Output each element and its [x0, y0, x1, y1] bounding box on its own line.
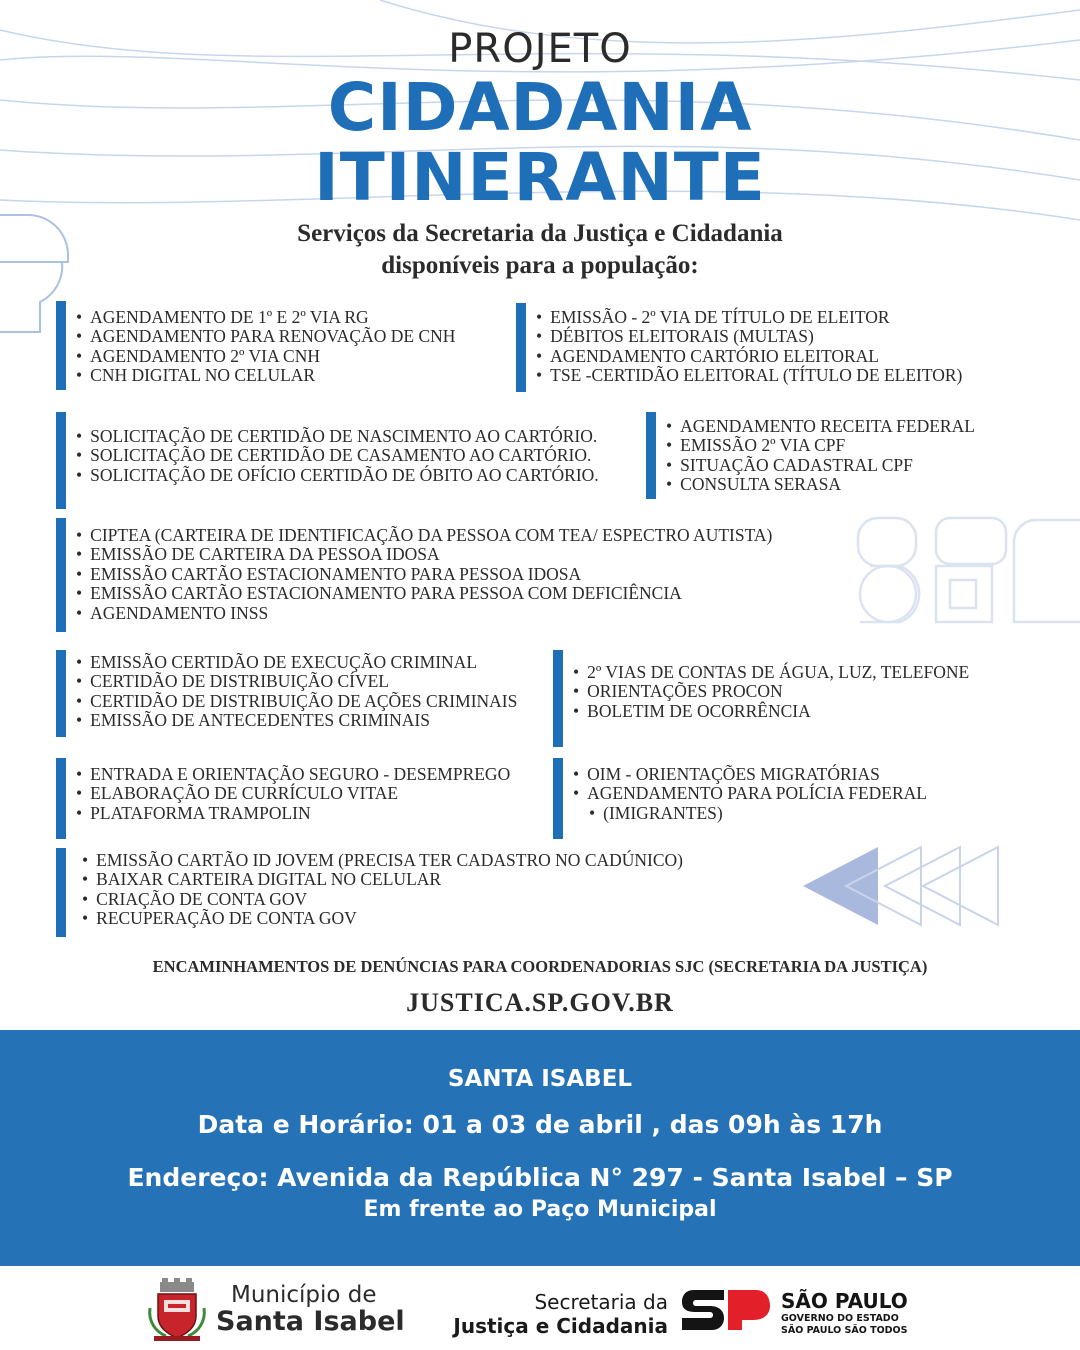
sp-gov-line-2: GOVERNO DO ESTADO	[781, 1313, 899, 1324]
services-block-electoral	[516, 303, 962, 392]
list-item: • OIM - ORIENTAÇÕES MIGRATÓRIAS	[573, 765, 927, 784]
list-item: • TSE -CERTIDÃO ELEITORAL (TÍTULO DE ELEITOR)	[536, 366, 962, 385]
logos-bar	[0, 1266, 1080, 1350]
sp-gov-line-1: SÃO PAULO	[781, 1289, 908, 1313]
list-item: • SITUAÇÃO CADASTRAL CPF	[666, 456, 975, 475]
list-item: • AGENDAMENTO INSS	[76, 604, 772, 623]
list-item: • SOLICITAÇÃO DE CERTIDÃO DE NASCIMENTO AO CARTÓRIO.	[76, 427, 599, 446]
list-item: • CRIAÇÃO DE CONTA GOV	[82, 890, 683, 909]
list-item: • 2º VIAS DE CONTAS DE ÁGUA, LUZ, TELEFONE	[573, 663, 969, 682]
secretaria-logo-line-2: Justiça e Cidadania	[453, 1314, 668, 1338]
list-item: • ENTRADA E ORIENTAÇÃO SEGURO - DESEMPREGO	[76, 765, 510, 784]
list-item: • CIPTEA (CARTEIRA DE IDENTIFICAÇÃO DA PESSOA COM TEA/ ESPECTRO AUTISTA)	[76, 526, 772, 545]
subtitle-line-2: disponíveis para a população:	[381, 252, 699, 279]
event-date: Data e Horário: 01 a 03 de abril , das 09h às 17h	[197, 1110, 883, 1139]
list-item: • ELABORAÇÃO DE CURRÍCULO VITAE	[76, 784, 510, 803]
municipio-logo-line-2: Santa Isabel	[216, 1306, 405, 1337]
santa-isabel-coat-of-arms-icon	[146, 1278, 208, 1342]
list-item: • CNH DIGITAL NO CELULAR	[76, 366, 455, 385]
subtitle	[0, 218, 1080, 282]
list-item: • EMISSÃO CERTIDÃO DE EXECUÇÃO CRIMINAL	[76, 653, 517, 672]
list-item: • AGENDAMENTO DE 1º E 2º VIA RG	[76, 308, 455, 327]
list-item: • SOLICITAÇÃO DE CERTIDÃO DE CASAMENTO AO CARTÓRIO.	[76, 446, 599, 465]
list-item: • AGENDAMENTO PARA RENOVAÇÃO DE CNH	[76, 327, 455, 346]
list-item: • EMISSÃO DE ANTECEDENTES CRIMINAIS	[76, 711, 517, 730]
list-item: • CERTIDÃO DE DISTRIBUIÇÃO CÍVEL	[76, 672, 517, 691]
list-item: • BOLETIM DE OCORRÊNCIA	[573, 702, 969, 721]
title-line-1: CIDADANIA	[327, 69, 753, 146]
secretaria-logo-line-1: Secretaria da	[534, 1290, 668, 1314]
event-info-band	[0, 1030, 1080, 1266]
list-item: • EMISSÃO CARTÃO ID JOVEM (PRECISA TER CADASTRO NO CADÚNICO)	[82, 851, 683, 870]
services-block-documents	[56, 301, 455, 390]
list-item: • ORIENTAÇÕES PROCON	[573, 682, 969, 701]
list-item: • AGENDAMENTO CARTÓRIO ELEITORAL	[536, 347, 962, 366]
sp-logo-icon	[680, 1288, 772, 1332]
list-item: • CONSULTA SERASA	[666, 475, 975, 494]
services-block-utilities	[553, 650, 969, 747]
list-item: • AGENDAMENTO 2º VIA CNH	[76, 347, 455, 366]
list-item: • BAIXAR CARTEIRA DIGITAL NO CELULAR	[82, 870, 683, 889]
list-item: • EMISSÃO 2º VIA CPF	[666, 436, 975, 455]
sp-gov-line-3: SÃO PAULO SÃO TODOS	[781, 1325, 908, 1336]
services-block-receita	[646, 412, 975, 499]
list-item: • RECUPERAÇÃO DE CONTA GOV	[82, 909, 683, 928]
event-city: SANTA ISABEL	[447, 1066, 633, 1092]
services-block-criminal	[56, 650, 517, 737]
list-item: • CERTIDÃO DE DISTRIBUIÇÃO DE AÇÕES CRIMINAIS	[76, 692, 517, 711]
website-link[interactable]: JUSTICA.SP.GOV.BR	[406, 988, 674, 1017]
list-item: • EMISSÃO CARTÃO ESTACIONAMENTO PARA PESSOA COM DEFICIÊNCIA	[76, 584, 772, 603]
list-item: • EMISSÃO - 2º VIA DE TÍTULO DE ELEITOR	[536, 308, 962, 327]
event-address: Endereço: Avenida da República N° 297 - Santa Isabel – SP	[127, 1163, 953, 1192]
services-block-accessibility	[56, 518, 772, 632]
services-block-employment	[56, 758, 510, 839]
list-item: • PLATAFORMA TRAMPOLIN	[76, 804, 510, 823]
list-item: • AGENDAMENTO RECEITA FEDERAL	[666, 417, 975, 436]
list-item: • EMISSÃO DE CARTEIRA DA PESSOA IDOSA	[76, 545, 772, 564]
list-item: • DÉBITOS ELEITORAIS (MULTAS)	[536, 327, 962, 346]
title-line-2: ITINERANTE	[314, 139, 766, 216]
list-item: • SOLICITAÇÃO DE OFÍCIO CERTIDÃO DE ÓBITO AO CARTÓRIO.	[76, 466, 599, 485]
services-block-youth-gov	[56, 848, 683, 937]
municipio-logo-line-1: Município de	[231, 1282, 377, 1308]
subtitle-line-1: Serviços da Secretaria da Justiça e Cidadania	[297, 220, 783, 247]
list-item: • (IMIGRANTES)	[573, 804, 927, 823]
pretitle: PROJETO	[448, 26, 632, 72]
list-item: • AGENDAMENTO PARA POLÍCIA FEDERAL	[573, 784, 927, 803]
services-block-migration	[553, 758, 927, 839]
services-block-certificates	[56, 412, 599, 509]
event-reference: Em frente ao Paço Municipal	[363, 1197, 717, 1222]
list-item: • EMISSÃO CARTÃO ESTACIONAMENTO PARA PESSOA IDOSA	[76, 565, 772, 584]
complaints-note: ENCAMINHAMENTOS DE DENÚNCIAS PARA COORDENADORIAS SJC (SECRETARIA DA JUSTIÇA)	[152, 957, 928, 976]
